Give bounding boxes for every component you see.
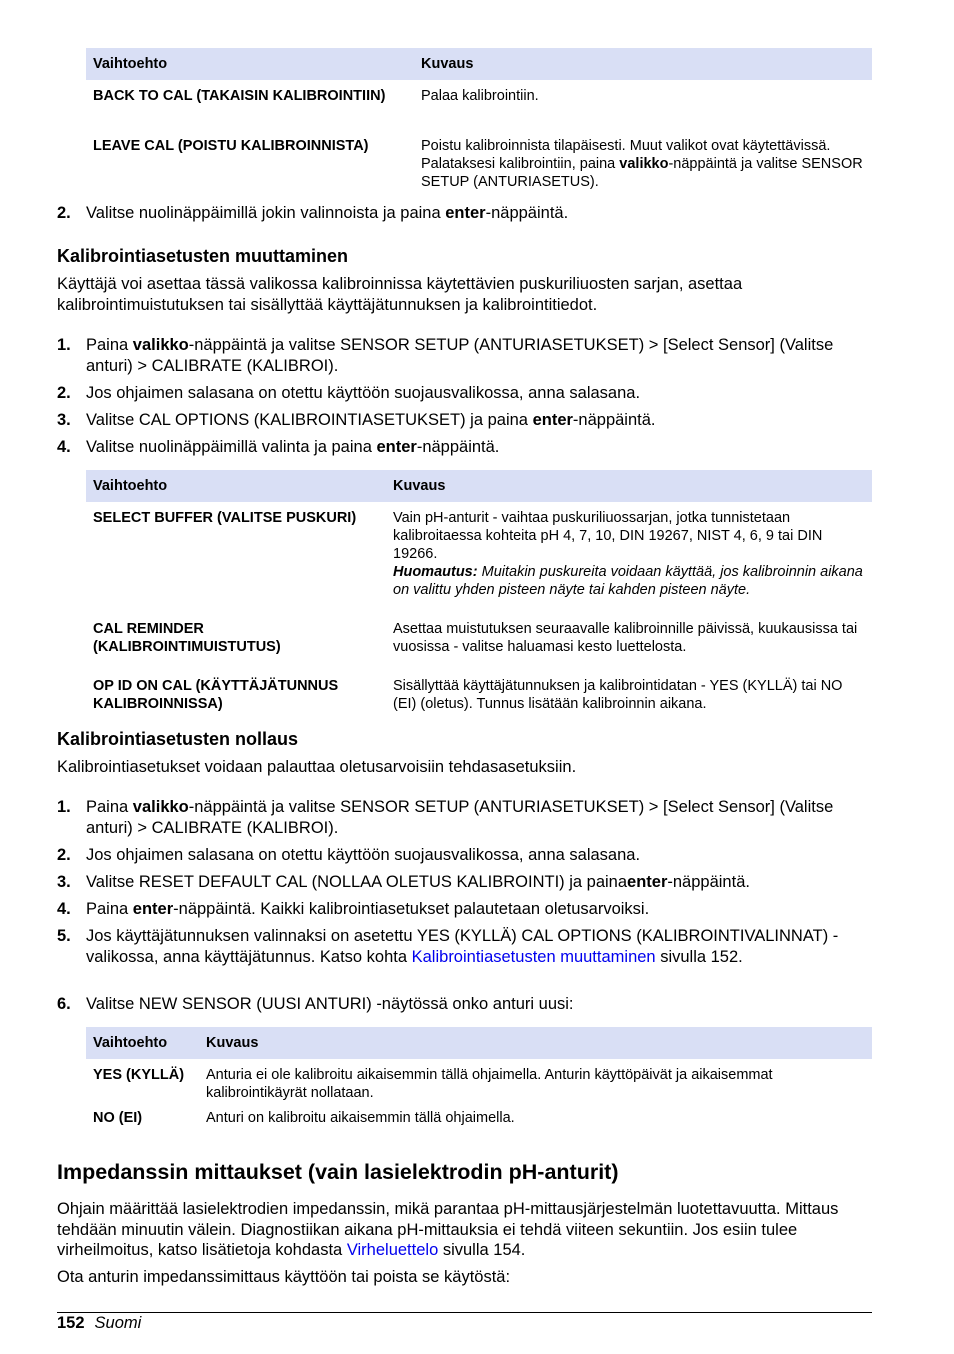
option-description: Asettaa muistutuksen seuraavalle kalibroinnille päivissä, kuukausissa tai vuosissa - valitse haluamasi kesto luettelosta. [393,621,858,655]
option-name: SELECT BUFFER (VALITSE PUSKURI) [93,510,357,526]
options-table-2 [86,470,872,713]
cross-reference-link[interactable]: Virheluettelo [346,1241,439,1259]
options-table-3 [86,1027,872,1127]
option-description: Anturi on kalibroitu aikaisemmin tällä ohjaimella. [206,1110,515,1126]
section-heading: Kalibrointiasetusten nollaus [57,729,299,749]
page-number: 152 [57,1314,85,1332]
table-header-row [86,1027,872,1059]
cross-reference-link[interactable]: Kalibrointiasetusten muuttaminen [411,947,656,966]
table-row [86,502,872,613]
footer-divider [57,1312,872,1313]
table-header-row [86,48,872,80]
option-name: YES (KYLLÄ) [93,1067,185,1083]
option-name: NO (EI) [93,1110,143,1126]
column-header-description: Kuvaus [386,470,872,502]
column-header-option: Vaihtoehto [86,470,386,502]
option-description: Palaa kalibrointiin. [421,88,539,104]
table-row [86,80,872,130]
section-intro: Kalibrointiasetukset voidaan palauttaa oletusarvoisiin tehdasasetuksiin. [57,758,577,776]
table-row [86,130,872,191]
option-name: CAL REMINDER (KALIBROINTIMUISTUTUS) [93,621,281,655]
option-name: OP ID ON CAL (KÄYTTÄJÄTUNNUS KALIBROINNISSA) [93,678,339,712]
paragraph: Ota anturin impedanssimittaus käyttöön tai poista se käytöstä: [57,1268,511,1286]
document-page: Vaihtoehto Kuvaus BACK TO CAL (TAKAISIN KALIBROINTIIN) Palaa kalibrointiin. LEAVE CAL (POISTU KALIBROINNISTA) Poistu kalibroinnista tilapäisesti. Muut valikot ovat käytettävissä. Palataksesi kalibrointiin, paina valikko-näppäintä ja valitse SENSOR SETUP (ANTURIASETUS). 2. Valitse nuolinäppäimillä jokin valinnoista ja paina enter-näppäintä. Kalibrointiasetusten muuttaminen Käyttäjä voi asettaa tässä valikossa kalibroinnissa käytettävien puskuriliuosten sarjan, asettaa kalibrointimuistutuksen tai sisällyttää käyttäjätunnuksen ja kalibrointitiedot. 1. Paina valikko-näppäintä ja valitse SENSOR SETUP (ANTURIASETUKSET) > [Select Sensor] (Valitse anturi) > CALIBRATE (KALIBROI). 2. Jos ohjaimen salasana on otettu käyttöön suojausvalikossa, anna salasana. 3. Valitse CAL OPTIONS (KALIBROINTIASETUKSET) ja paina enter-näppäintä. 4. Valitse nuolinäppäimillä valinta ja paina enter-näppäintä. Vaihtoehto Kuvaus SELECT BUFFER (VALITSE PUSKURI) Vain pH-anturit - vaihtaa puskuriliuossarjan, jotka tunnistetaan kalibroitaessa kohteita pH 4, 7, 10, DIN 19267, NIST 4, 6, 9 tai DIN 19266. Huomautus: Muitakin puskureita voidaan käyttää, jos kalibroinnin aikana on valittu yhden pisteen näyte tai kahden pisteen näyte. CAL REMINDER (KALIBROINTIMUISTUTUS) Asettaa muistutuksen seuraavalle kalibroinnille päivissä, kuukausissa tai vuosissa - valitse haluamasi kesto luettelosta. OP ID ON CAL (KÄYTTÄJÄTUNNUS KALIBROINNISSA) Sisällyttää käyttäjätunnuksen ja kalibrointidatan - YES (KYLLÄ) tai NO (EI) (oletus). Tunnus lisätään kalibroinnin aikana. Kalibrointiasetusten nollaus Kalibrointiasetukset voidaan palauttaa oletusarvoisiin tehdasasetuksiin. 1. Paina valikko-näppäintä ja valitse SENSOR SETUP (ANTURIASETUKSET) > [Select Sensor] (Valitse anturi) > CALIBRATE (KALIBROI). 2. Jos ohjaimen salasana on otettu käyttöön suojausvalikossa, anna salasana. 3. Valitse RESET DEFAULT CAL (NOLLAA OLETUS KALIBROINTI) ja painaenter-näppäintä. 4. Paina enter-näppäintä. Kaikki kalibrointiasetukset palautetaan oletusarvoiksi. 5. Jos käyttäjätunnuksen valinnaksi on asetettu YES (KYLLÄ) CAL OPTIONS (KALIBROINTIVALINNAT) -valikossa, anna käyttäjätunnus. Katso kohta Kalibrointiasetusten muuttaminen sivulla 152. 6. Valitse NEW SENSOR (UUSI ANTURI) -näytössä onko anturi uusi: Vaihtoehto Kuvaus YES (KYLLÄ) Anturia ei ole kalibroitu aikaisemmin tällä ohjaimella. Anturin käyttöpäivät ja aikaisemmat kalibrointikäyrät nollataan. NO (EI) Anturi on kalibroitu aikaisemmin tällä ohjaimella. Impedanssin mittaukset (vain lasielektrodin pH-anturit) Ohjain määrittää lasielektrodien impedanssin, mikä parantaa pH-mittausjärjestelmän luotettavuutta. Mittaus tehdään minuutin välein. Diagnostiikan aikana pH-mittauksia ei tehdä viiteen sekuntiin. Jos esiin tulee virheilmoitus, katso lisätietoja kohdasta Virheluettelo sivulla 154. Ota anturin impedanssimittaus käyttöön tai poista se käytöstä: 152 Suomi [0,0,954,1354]
options-table-1 [86,48,872,191]
option-description: Vain pH-anturit - vaihtaa puskuriliuossarjan, jotka tunnistetaan kalibroitaessa kohteita pH 4, 7, 10, DIN 19267, NIST 4, 6, 9 tai DIN 19266. Huomautus: Muitakin puskureita voidaan käyttää, jos kalibroinnin aikana on valittu yhden pisteen näyte tai kahden pisteen näyte. [393,510,863,598]
option-name: BACK TO CAL (TAKAISIN KALIBROINTIIN) [93,88,386,104]
option-description: Poistu kalibroinnista tilapäisesti. Muut valikot ovat käytettävissä. Palataksesi kalibrointiin, paina valikko-näppäintä ja valitse SENSOR SETUP (ANTURIASETUS). [421,138,863,190]
option-description: Anturia ei ole kalibroitu aikaisemmin tällä ohjaimella. Anturin käyttöpäivät ja aikaisemmat kalibrointikäyrät nollataan. [206,1067,773,1101]
section-heading: Impedanssin mittaukset (vain lasielektrodin pH-anturit) [57,1160,619,1184]
column-header-option: Vaihtoehto [86,48,414,80]
table-row [86,613,872,670]
column-header-description: Kuvaus [199,1027,872,1059]
footer-language: Suomi [94,1314,142,1332]
option-description: Sisällyttää käyttäjätunnuksen ja kalibrointidatan - YES (KYLLÄ) tai NO (EI) (oletus). Tunnus lisätään kalibroinnin aikana. [393,678,843,712]
paragraph: Ohjain määrittää lasielektrodien impedanssin, mikä parantaa pH-mittausjärjestelmän luotettavuutta. Mittaus tehdään minuutin välein. Diagnostiikan aikana pH-mittauksia ei tehdä viiteen sekuntiin. Jos esiin tulee virheilmoitus, katso lisätietoja kohdasta Virheluettelo sivulla 154. [57,1200,839,1259]
table-row [86,1102,872,1127]
table-header-row [86,470,872,502]
column-header-option: Vaihtoehto [86,1027,199,1059]
table-row [86,670,872,713]
section-heading: Kalibrointiasetusten muuttaminen [57,246,349,266]
option-name: LEAVE CAL (POISTU KALIBROINNISTA) [93,138,369,154]
section-intro: Käyttäjä voi asettaa tässä valikossa kalibroinnissa käytettävien puskuriliuosten sarjan, asettaa kalibrointimuistutuksen tai sisällyttää käyttäjätunnuksen ja kalibrointitiedot. [57,275,743,314]
column-header-description: Kuvaus [414,48,872,80]
table-row [86,1059,872,1102]
page-footer [57,1313,141,1333]
